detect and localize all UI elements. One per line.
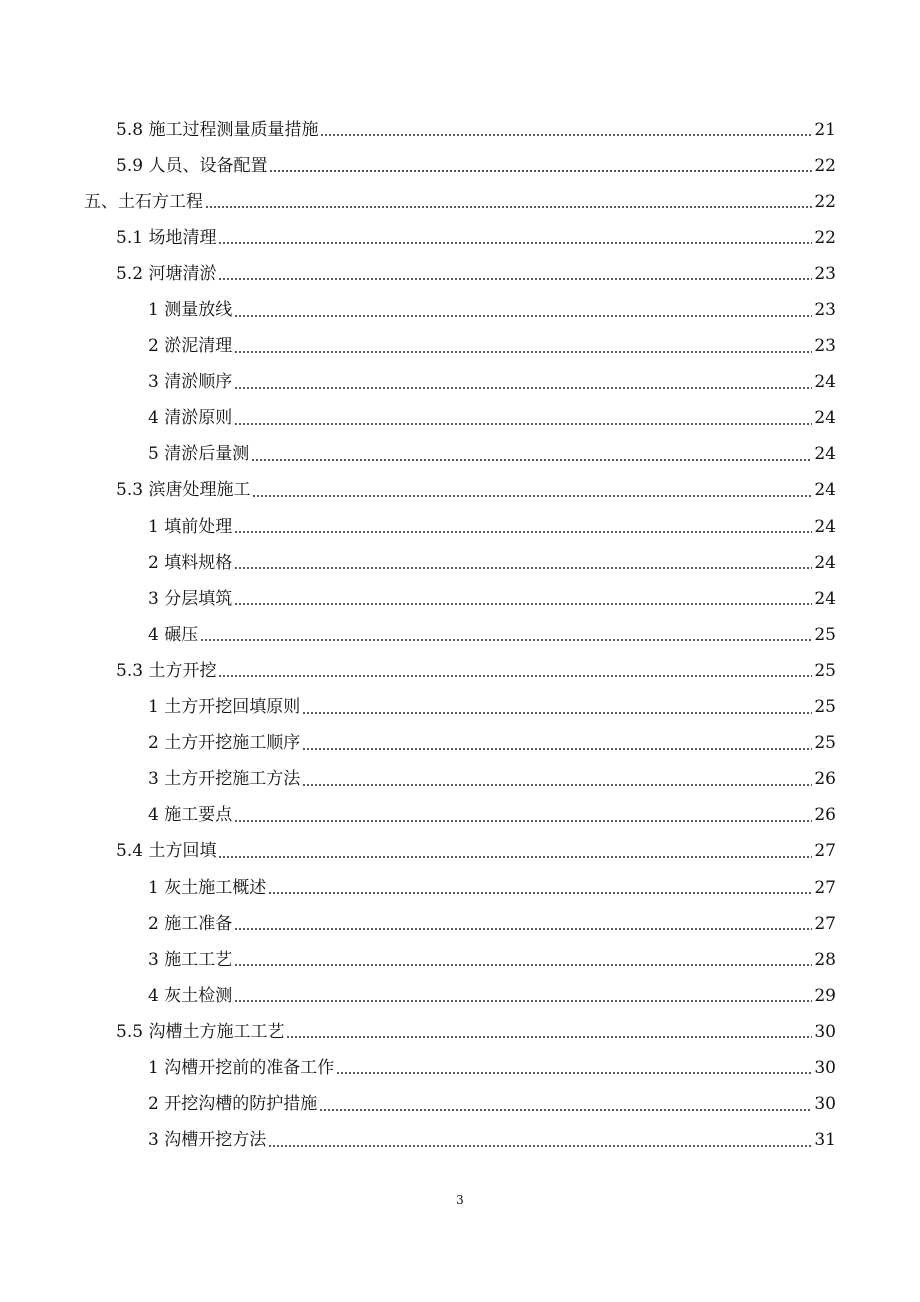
toc-dot-leader [302, 748, 812, 750]
toc-entry-title: 1 沟槽开挖前的准备工作 [148, 1057, 335, 1078]
toc-dot-leader [269, 170, 812, 172]
toc-entry-title: 4 碾压 [148, 624, 199, 645]
toc-entry-page: 24 [814, 516, 836, 537]
toc-dot-leader [205, 206, 812, 208]
toc-entry-title: 5.5 沟槽土方施工工艺 [116, 1021, 285, 1042]
toc-entry[interactable] [0, 1087, 920, 1123]
toc-dot-leader [286, 1036, 812, 1038]
toc-entry-title: 4 灰土检测 [148, 985, 233, 1006]
toc-entry-page: 30 [814, 1094, 836, 1115]
toc-entry-title: 2 施工准备 [148, 913, 233, 934]
toc-entry-page: 23 [814, 263, 836, 284]
toc-dot-leader [234, 820, 812, 822]
toc-entry-title: 3 施工工艺 [148, 949, 233, 970]
toc-dot-leader [302, 784, 812, 786]
toc-entry[interactable] [0, 365, 920, 401]
toc-dot-leader [234, 603, 812, 605]
toc-dot-leader [234, 351, 812, 353]
toc-entry[interactable] [0, 1050, 920, 1086]
toc-entry[interactable] [0, 545, 920, 581]
toc-entry-title: 2 开挖沟槽的防护措施 [148, 1094, 318, 1115]
toc-entry[interactable] [0, 1014, 920, 1050]
toc-entry-title: 1 土方开挖回填原则 [148, 697, 301, 718]
toc-entry-page: 24 [814, 408, 836, 429]
toc-dot-leader [234, 387, 812, 389]
toc-entry[interactable] [0, 617, 920, 653]
toc-entry-page: 22 [814, 227, 836, 248]
toc-entry-page: 22 [814, 155, 836, 176]
toc-entry-title: 5.1 场地清理 [116, 227, 217, 248]
toc-entry-page: 28 [814, 949, 836, 970]
toc-entry[interactable] [0, 726, 920, 762]
toc-dot-leader [234, 531, 812, 533]
toc-entry-page: 25 [814, 624, 836, 645]
toc-dot-leader [302, 712, 812, 714]
toc-entry[interactable] [0, 834, 920, 870]
toc-entry[interactable] [0, 653, 920, 689]
toc-entry[interactable] [0, 798, 920, 834]
toc-entry-title: 5 清淤后量测 [148, 444, 250, 465]
toc-entry-title: 5.3 土方开挖 [116, 660, 217, 681]
toc-entry-title: 2 土方开挖施工顺序 [148, 733, 301, 754]
toc-entry-page: 30 [814, 1057, 836, 1078]
toc-entry-page: 25 [814, 733, 836, 754]
toc-entry-page: 24 [814, 444, 836, 465]
toc-entry[interactable] [0, 690, 920, 726]
toc-dot-leader [234, 964, 812, 966]
toc-entry[interactable] [0, 942, 920, 978]
toc-entry-title: 3 土方开挖施工方法 [148, 769, 301, 790]
toc-entry[interactable] [0, 292, 920, 328]
toc-entry[interactable] [0, 906, 920, 942]
toc-dot-leader [218, 675, 812, 677]
toc-entry-title: 1 灰土施工概述 [148, 877, 267, 898]
toc-dot-leader [234, 1000, 812, 1002]
toc-entry-page: 23 [814, 336, 836, 357]
toc-dot-leader [200, 639, 812, 641]
toc-dot-leader [218, 242, 812, 244]
toc-entry-page: 24 [814, 552, 836, 573]
toc-dot-leader [218, 856, 812, 858]
toc-dot-leader [320, 134, 812, 136]
toc-entry-title: 2 填料规格 [148, 552, 233, 573]
toc-dot-leader [234, 315, 812, 317]
toc-entry-page: 27 [814, 841, 836, 862]
toc-entry[interactable] [0, 112, 920, 148]
toc-dot-leader [251, 459, 812, 461]
toc-entry[interactable] [0, 437, 920, 473]
toc-dot-leader [268, 1145, 812, 1147]
toc-entry-title: 3 清淤顺序 [148, 372, 233, 393]
toc-dot-leader [252, 495, 812, 497]
toc-entry-page: 25 [814, 697, 836, 718]
toc-entry-title: 1 填前处理 [148, 516, 233, 537]
toc-dot-leader [268, 892, 812, 894]
toc-entry-page: 23 [814, 300, 836, 321]
toc-entry-title: 1 测量放线 [148, 300, 233, 321]
toc-entry-title: 5.4 土方回填 [116, 841, 217, 862]
toc-entry-page: 27 [814, 877, 836, 898]
toc-entry-page: 24 [814, 480, 836, 501]
toc-entry-title: 4 施工要点 [148, 805, 233, 826]
toc-entry-title: 5.8 施工过程测量质量措施 [116, 119, 319, 140]
toc-entry-title: 5.2 河塘清淤 [116, 263, 217, 284]
toc-entry-title: 2 淤泥清理 [148, 336, 233, 357]
toc-dot-leader [218, 278, 812, 280]
toc-entry-page: 21 [814, 119, 836, 140]
toc-dot-leader [336, 1072, 812, 1074]
toc-entry[interactable] [0, 401, 920, 437]
toc-entry[interactable] [0, 509, 920, 545]
toc-entry-title: 五、土石方工程 [84, 191, 203, 212]
toc-dot-leader [234, 567, 812, 569]
toc-dot-leader [234, 928, 812, 930]
toc-entry[interactable] [0, 184, 920, 220]
toc-entry-page: 24 [814, 588, 836, 609]
toc-entry-page: 22 [814, 191, 836, 212]
page-number: 3 [456, 1193, 464, 1207]
toc-entry[interactable] [0, 870, 920, 906]
toc-entry-title: 3 分层填筑 [148, 588, 233, 609]
toc-entry-page: 26 [814, 805, 836, 826]
toc-entry-page: 30 [814, 1021, 836, 1042]
toc-entry[interactable] [0, 581, 920, 617]
toc-entry[interactable] [0, 256, 920, 292]
toc-dot-leader [319, 1109, 812, 1111]
toc-entry[interactable] [0, 978, 920, 1014]
toc-entry-page: 27 [814, 913, 836, 934]
toc-entry-title: 4 清淤原则 [148, 408, 233, 429]
toc-entry-page: 26 [814, 769, 836, 790]
toc-entry[interactable] [0, 762, 920, 798]
toc-entry-title: 3 沟槽开挖方法 [148, 1130, 267, 1151]
toc-entry[interactable] [0, 329, 920, 365]
toc-entry-page: 25 [814, 660, 836, 681]
toc-entry[interactable] [0, 220, 920, 256]
toc-entry-page: 31 [814, 1130, 836, 1151]
toc-entry-title: 5.3 滨唐处理施工 [116, 480, 251, 501]
table-of-contents [0, 112, 920, 1159]
toc-dot-leader [234, 423, 812, 425]
toc-entry-title: 5.9 人员、设备配置 [116, 155, 268, 176]
toc-entry[interactable] [0, 473, 920, 509]
toc-entry-page: 29 [814, 985, 836, 1006]
toc-entry[interactable] [0, 1123, 920, 1159]
toc-entry[interactable] [0, 148, 920, 184]
toc-entry-page: 24 [814, 372, 836, 393]
